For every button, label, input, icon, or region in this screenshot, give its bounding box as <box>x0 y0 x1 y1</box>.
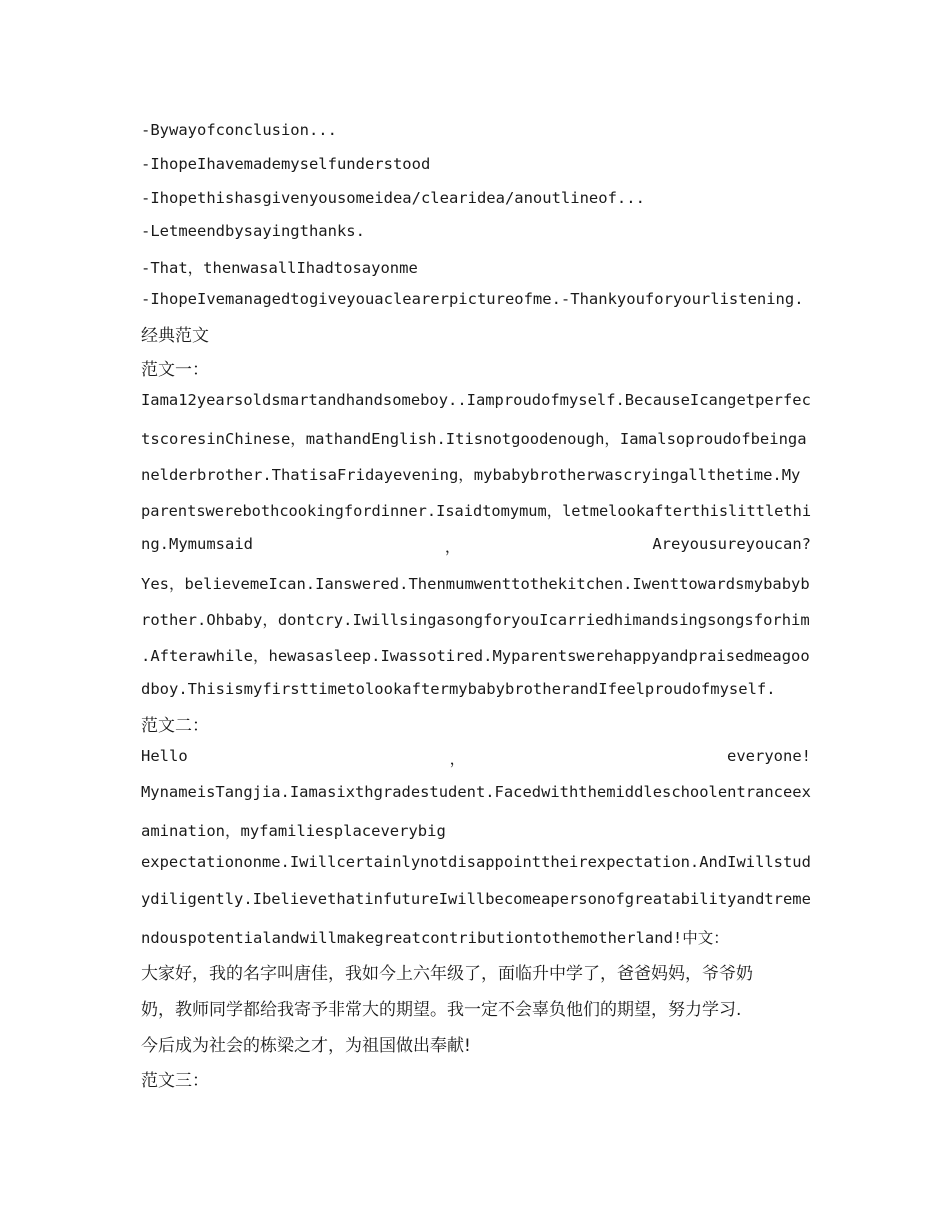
chinese-line: 大家好，我的名字叫唐佳，我如今上六年级了，面临升中学了，爸爸妈妈，爷爷奶 <box>141 964 753 984</box>
essay-line: rother.Ohbaby，dontcry.IwillsingasongforyouIcarriedhimandsingsongsforhim <box>141 611 810 629</box>
spread-part: ng.Mymumsaid <box>141 535 253 553</box>
essay-line: MynameisTangjia.Iamasixthgradestudent.Facedwiththemiddleschoolentranceex <box>141 783 811 801</box>
essay-line: ndouspotentialandwillmakegreatcontributiontothemotherland!中文： <box>141 929 729 947</box>
phrase-line: -That，thenwasallIhadtosayonme <box>141 259 418 277</box>
spread-part: Areyousureyoucan? <box>652 535 811 553</box>
essay-line: Yes，believemeIcan.Ianswered.Thenmumwenttothekitchen.Iwenttowardsmybabyb <box>141 575 810 593</box>
spread-part: ， <box>449 750 466 768</box>
spread-part: Hello <box>141 747 188 765</box>
essay-line: tscoresinChinese，mathandEnglish.Itisnotgoodenough，Iamalsoproudofbeinga <box>141 430 807 448</box>
chinese-line: 奶，教师同学都给我寄予非常大的期望。我一定不会辜负他们的期望，努力学习. <box>141 1000 742 1020</box>
essay-spread-line <box>141 747 811 769</box>
essay-line: Iama12yearsoldsmartandhandsomeboy..Iamproudofmyself.BecauseIcangetperfec <box>141 391 811 409</box>
spread-part: everyone! <box>727 747 811 765</box>
essay-line: nelderbrother.ThatisaFridayevening，mybabybrotherwascryingallthetime.My <box>141 466 801 484</box>
essay-line: amination，myfamiliesplaceverybig <box>141 822 446 840</box>
essay-line: parentswerebothcookingfordinner.Isaidtomymum，letmelookafterthislittlethi <box>141 502 812 520</box>
essay-heading: 范文一： <box>141 360 209 380</box>
essay-line: ydiligently.IbelievethatinfutureIwillbecomeapersonofgreatabilityandtreme <box>141 890 811 908</box>
phrase-line: -Bywayofconclusion... <box>141 121 337 139</box>
essay-line: expectationonme.Iwillcertainlynotdisappointtheirexpectation.AndIwillstud <box>141 853 811 871</box>
essay-line: .Afterawhile，hewasasleep.Iwassotired.Myparentswerehappyandpraisedmeagoo <box>141 647 810 665</box>
phrase-line: -Letmeendbysayingthanks. <box>141 222 365 240</box>
essay-spread-line <box>141 535 811 557</box>
phrase-line: -Ihopethishasgivenyousomeidea/clearidea/anoutlineof... <box>141 189 645 207</box>
phrase-line: -IhopeIhavemademyselfunderstood <box>141 155 431 173</box>
phrase-line: -IhopeIvemanagedtogiveyouaclearerpictureofme.-Thankyouforyourlistening. <box>141 290 804 308</box>
spread-part: ， <box>444 538 461 556</box>
essay-heading: 范文二： <box>141 716 209 736</box>
section-title: 经典范文 <box>141 326 209 346</box>
chinese-line: 今后成为社会的栋梁之才，为祖国做出奉献! <box>141 1036 471 1056</box>
essay-heading: 范文三： <box>141 1071 209 1091</box>
essay-line: dboy.ThisismyfirsttimetolookaftermybabybrotherandIfeelproudofmyself. <box>141 680 776 698</box>
